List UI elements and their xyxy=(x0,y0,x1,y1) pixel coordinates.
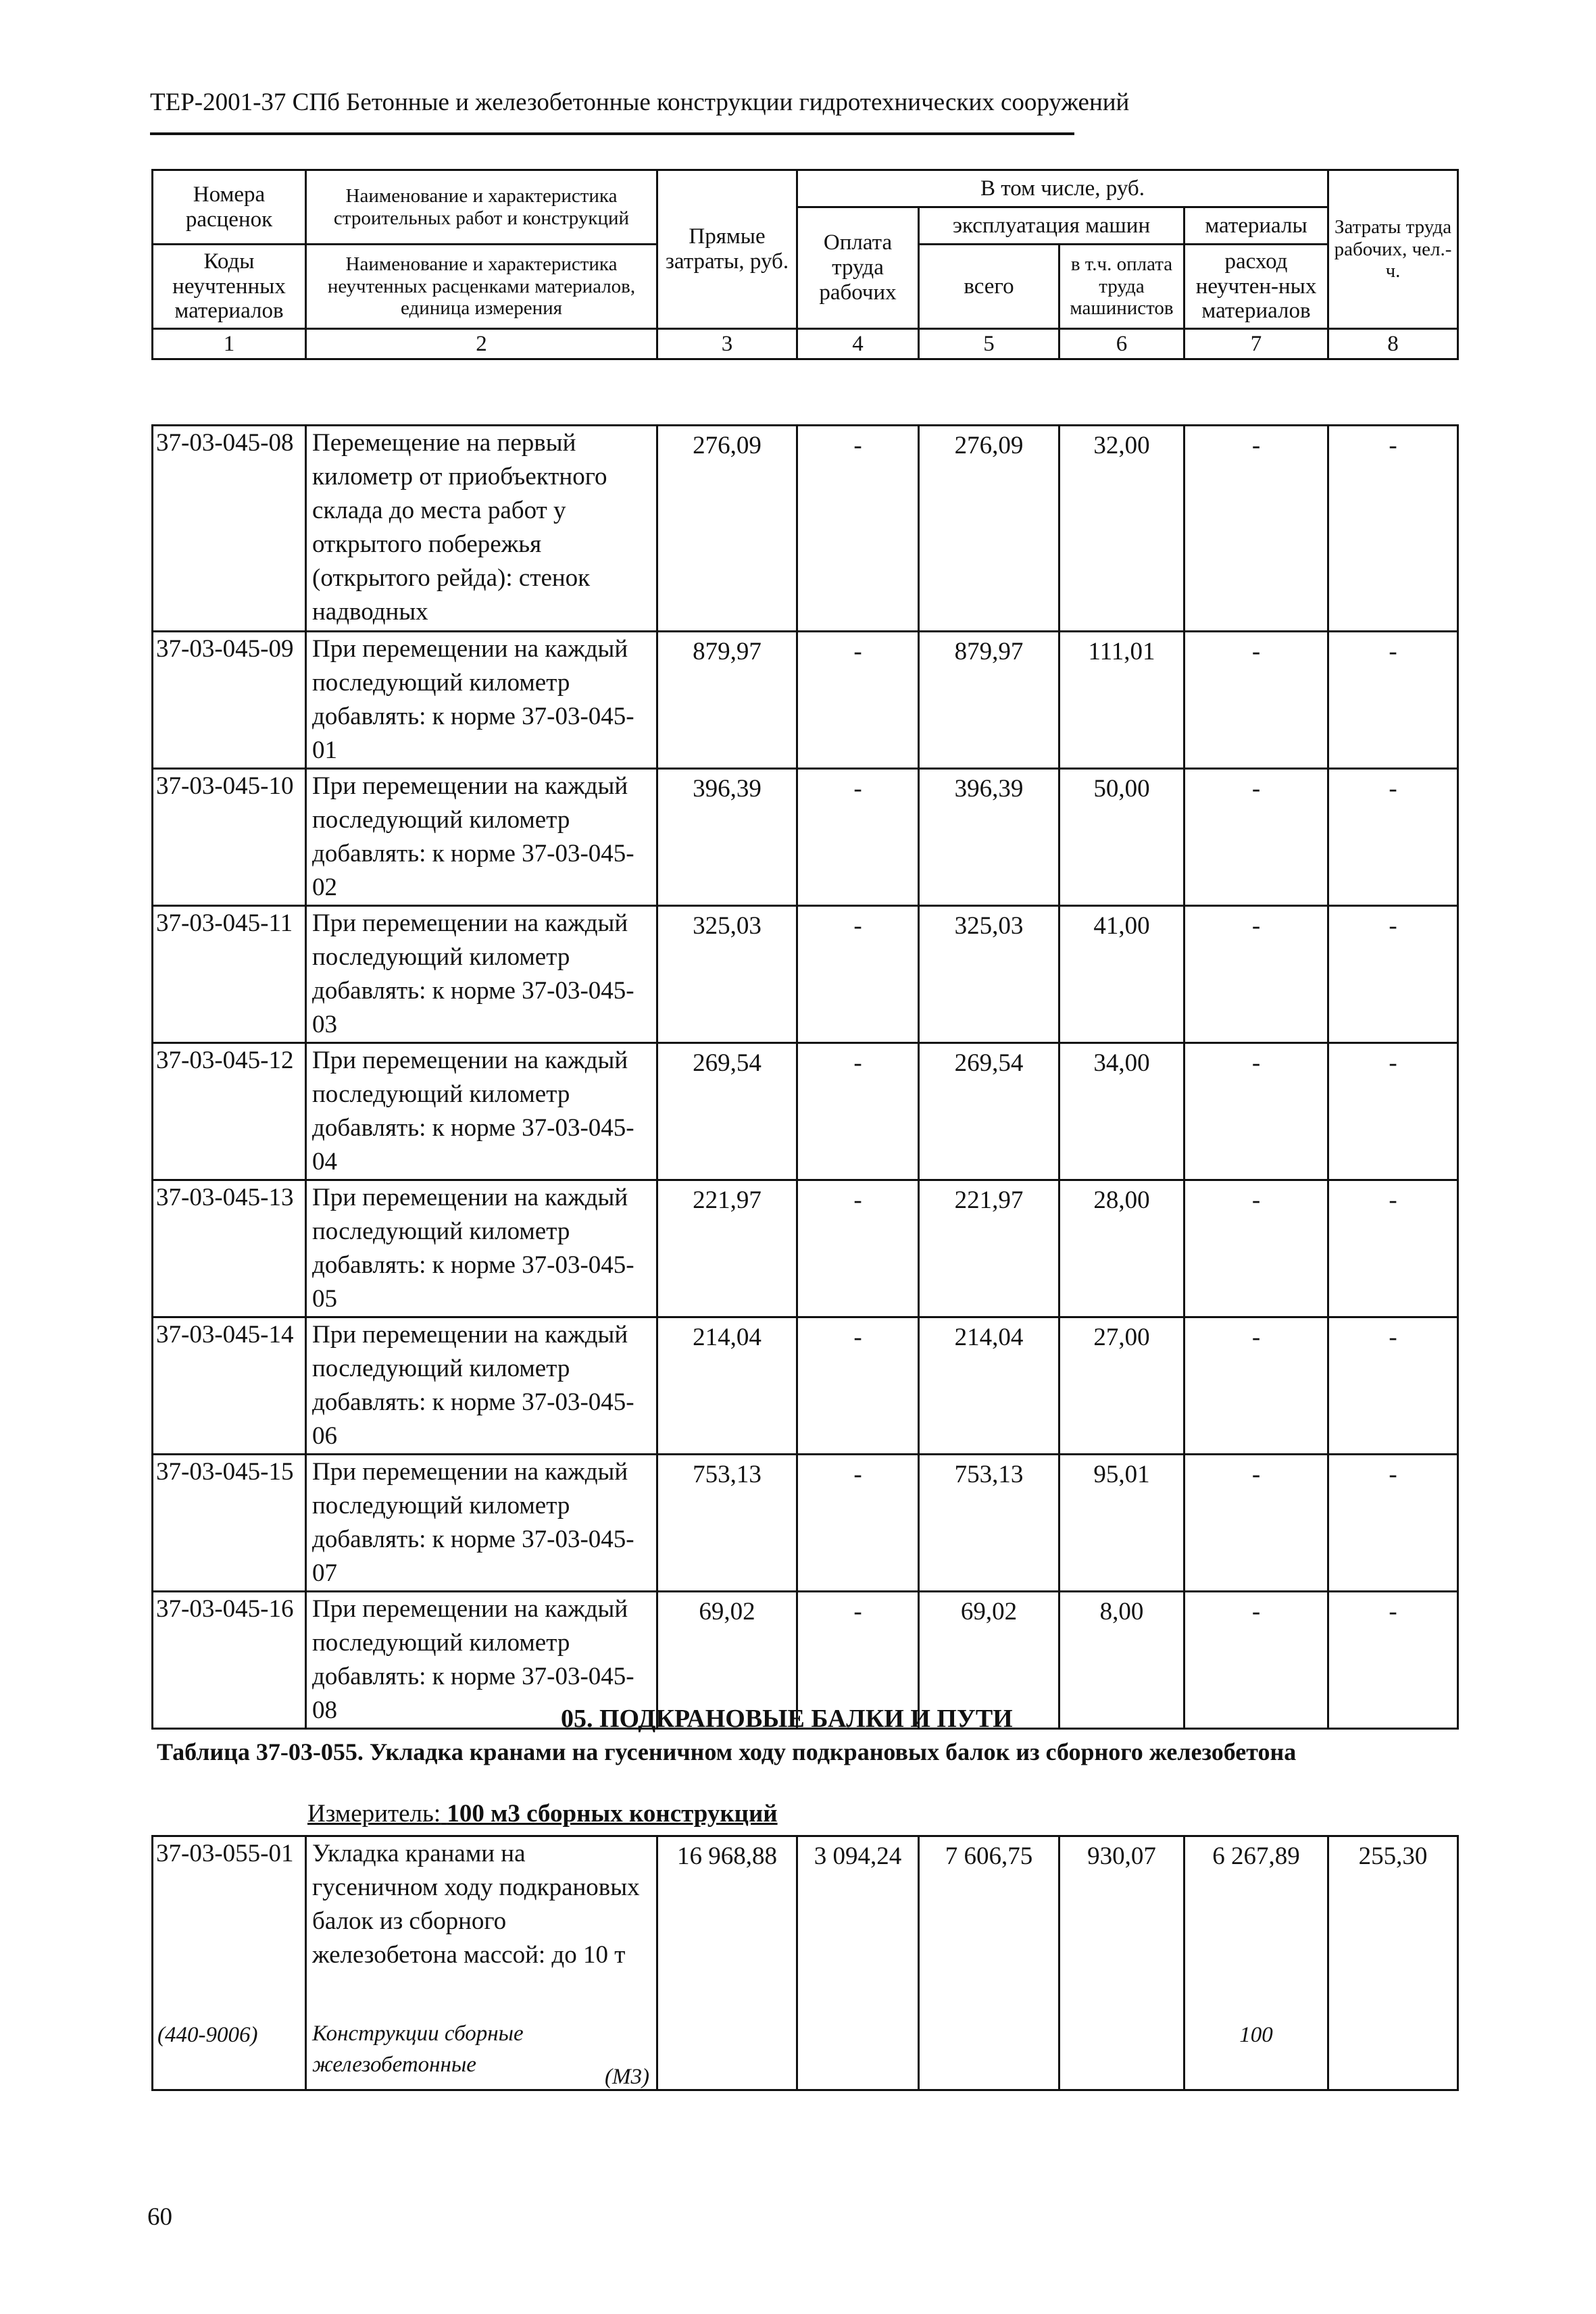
material-unit: (М3) xyxy=(605,2065,649,2089)
col-number: 8 xyxy=(1328,329,1458,359)
materials-cost: - xyxy=(1251,1186,1261,1214)
operator-wages: 32,00 xyxy=(1093,432,1150,459)
header-unaccounted-materials: расход неучтен-ных материалов xyxy=(1184,245,1328,329)
direct-costs: 214,04 xyxy=(693,1324,762,1351)
page-number: 60 xyxy=(147,2203,172,2231)
direct-costs: 753,13 xyxy=(693,1461,762,1488)
operator-wages: 95,01 xyxy=(1093,1461,1150,1488)
rate-code: 37-03-045-15 xyxy=(156,1458,294,1486)
header-rate-numbers: Номера расценок xyxy=(153,170,306,245)
direct-costs: 69,02 xyxy=(699,1598,755,1626)
material-code: (440-9006) xyxy=(157,2023,258,2047)
material-name: Конструкции сборные железобетонные xyxy=(312,2021,524,2077)
labor-hours: - xyxy=(1389,1598,1397,1626)
rate-name: При перемещении на каждый последующий километр добавлять: к норме 37-03-045-08 xyxy=(312,1595,634,1724)
header-labor-hours: Затраты труда рабочих, чел.-ч. xyxy=(1328,170,1458,329)
operator-wages: 8,00 xyxy=(1099,1598,1144,1626)
machines-total: 276,09 xyxy=(954,432,1024,459)
direct-costs: 879,97 xyxy=(693,638,762,665)
labor-hours: - xyxy=(1389,775,1397,803)
table-caption: Таблица 37-03-055. Укладка кранами на гусеничном ходу подкрановых балок из сборного железобетона xyxy=(157,1738,1297,1765)
materials-cost: - xyxy=(1251,638,1261,665)
worker-wages: - xyxy=(853,1598,862,1626)
rate-code: 37-03-055-01 xyxy=(156,1840,294,1867)
table-row xyxy=(153,426,1458,632)
header-materials: материалы xyxy=(1184,207,1328,245)
rates-table xyxy=(151,424,1459,1730)
rate-name: При перемещении на каждый последующий километр добавлять: к норме 37-03-045-05 xyxy=(312,1184,634,1313)
rate-name: При перемещении на каждый последующий километр добавлять: к норме 37-03-045-06 xyxy=(312,1321,634,1450)
worker-wages: - xyxy=(853,912,862,940)
rate-code: 37-03-045-10 xyxy=(156,772,294,800)
col-number: 2 xyxy=(306,329,657,359)
rate-name: При перемещении на каждый последующий километр добавлять: к норме 37-03-045-07 xyxy=(312,1458,634,1587)
rate-code: 37-03-045-09 xyxy=(156,635,294,663)
machines-total: 221,97 xyxy=(954,1186,1024,1214)
meter-value: 100 м3 сборных конструкций xyxy=(447,1800,778,1828)
materials-cost: - xyxy=(1251,1049,1261,1077)
table-055 xyxy=(151,1835,1459,2091)
direct-costs: 396,39 xyxy=(693,775,762,803)
header-machines-total: всего xyxy=(919,245,1059,329)
labor-hours: - xyxy=(1389,1461,1397,1488)
table-row xyxy=(153,1180,1458,1317)
labor-hours: - xyxy=(1389,912,1397,940)
direct-costs: 16 968,88 xyxy=(657,1836,797,2090)
header-material-codes: Коды неучтенных материалов xyxy=(153,245,306,329)
meter-label: Измеритель: xyxy=(307,1800,441,1828)
rate-name: При перемещении на каждый последующий километр добавлять: к норме 37-03-045-04 xyxy=(312,1047,634,1176)
rate-code: 37-03-045-14 xyxy=(156,1321,294,1349)
header-direct-costs: Прямые затраты, руб. xyxy=(657,170,797,329)
machines-total: 269,54 xyxy=(954,1049,1024,1077)
table-row xyxy=(153,1455,1458,1592)
rate-name: При перемещении на каждый последующий километр добавлять: к норме 37-03-045-01 xyxy=(312,635,634,764)
materials-cost: 6 267,89 xyxy=(1212,1842,1300,1870)
labor-hours: - xyxy=(1389,1324,1397,1351)
header-material-name: Наименование и характеристика неучтенных расценками материалов, единица измерения xyxy=(306,245,657,329)
direct-costs: 269,54 xyxy=(693,1049,762,1077)
header-worker-wages: Оплата труда рабочих xyxy=(797,207,919,329)
worker-wages: - xyxy=(853,1049,862,1077)
rate-name: При перемещении на каждый последующий километр добавлять: к норме 37-03-045-03 xyxy=(312,909,634,1038)
worker-wages: - xyxy=(853,1324,862,1351)
rate-name: Перемещение на первый километр от приобъектного склада до места работ у открытого побережья (открытого рейда): стенок надводных xyxy=(312,429,607,626)
col-number: 5 xyxy=(919,329,1059,359)
worker-wages: - xyxy=(853,1186,862,1214)
col-number: 4 xyxy=(797,329,919,359)
rate-name: При перемещении на каждый последующий километр добавлять: к норме 37-03-045-02 xyxy=(312,772,634,901)
table-row xyxy=(153,1836,1458,2090)
operator-wages: 50,00 xyxy=(1093,775,1150,803)
machines-total: 753,13 xyxy=(954,1461,1024,1488)
header-work-name: Наименование и характеристика строительных работ и конструкций xyxy=(306,170,657,245)
header-table xyxy=(151,169,1459,360)
direct-costs: 325,03 xyxy=(693,912,762,940)
materials-cost: - xyxy=(1251,1324,1261,1351)
operator-wages: 27,00 xyxy=(1093,1324,1150,1351)
machines-total: 879,97 xyxy=(954,638,1024,665)
labor-hours: - xyxy=(1389,638,1397,665)
labor-hours: - xyxy=(1389,1049,1397,1077)
worker-wages: - xyxy=(853,432,862,459)
rate-code: 37-03-045-13 xyxy=(156,1184,294,1211)
rate-code: 37-03-045-16 xyxy=(156,1595,294,1623)
col-number: 6 xyxy=(1059,329,1184,359)
col-number: 3 xyxy=(657,329,797,359)
materials-cost: - xyxy=(1251,1598,1261,1626)
table-row xyxy=(153,1043,1458,1180)
title-rule xyxy=(150,132,1074,135)
table-row xyxy=(153,769,1458,906)
operator-wages: 28,00 xyxy=(1093,1186,1150,1214)
rate-code: 37-03-045-11 xyxy=(156,909,293,937)
operator-wages: 111,01 xyxy=(1088,638,1155,665)
machines-total: 396,39 xyxy=(954,775,1024,803)
table-row xyxy=(153,1317,1458,1455)
machines-total: 69,02 xyxy=(960,1598,1018,1626)
machines-total: 214,04 xyxy=(954,1324,1024,1351)
section-heading: 05. ПОДКРАНОВЫЕ БАЛКИ И ПУТИ xyxy=(561,1705,1013,1733)
machines-total: 325,03 xyxy=(954,912,1024,940)
worker-wages: - xyxy=(853,1461,862,1488)
rate-name: Укладка кранами на гусеничном ходу подкрановых балок из сборного железобетона массой: до 10 т xyxy=(312,1840,640,1969)
labor-hours: - xyxy=(1389,432,1397,459)
worker-wages: - xyxy=(853,638,862,665)
material-quantity: 100 xyxy=(1239,2023,1273,2047)
document-title: ТЕР-2001-37 СПб Бетонные и железобетонные конструкции гидротехнических сооружений xyxy=(150,89,1130,116)
col-number: 7 xyxy=(1184,329,1328,359)
labor-hours: 255,30 xyxy=(1328,1836,1458,2090)
worker-wages: 3 094,24 xyxy=(797,1836,919,2090)
operator-wages: 34,00 xyxy=(1093,1049,1150,1077)
materials-cost: - xyxy=(1251,432,1261,459)
direct-costs: 221,97 xyxy=(693,1186,762,1214)
direct-costs: 276,09 xyxy=(693,432,762,459)
header-machines: эксплуатация машин xyxy=(919,207,1184,245)
worker-wages: - xyxy=(853,775,862,803)
labor-hours: - xyxy=(1389,1186,1397,1214)
header-including: В том числе, руб. xyxy=(797,170,1328,207)
header-operator-wages: в т.ч. оплата труда машинистов xyxy=(1059,245,1184,329)
table-row xyxy=(153,906,1458,1043)
operator-wages: 41,00 xyxy=(1093,912,1150,940)
col-number: 1 xyxy=(153,329,306,359)
machines-total: 7 606,75 xyxy=(919,1836,1059,2090)
meter-line xyxy=(307,1799,778,1828)
table-row xyxy=(153,632,1458,769)
rate-code: 37-03-045-12 xyxy=(156,1047,294,1074)
materials-cost: - xyxy=(1251,775,1261,803)
rate-code: 37-03-045-08 xyxy=(156,429,294,457)
operator-wages: 930,07 xyxy=(1059,1836,1184,2090)
materials-cost: - xyxy=(1251,1461,1261,1488)
materials-cost: - xyxy=(1251,912,1261,940)
